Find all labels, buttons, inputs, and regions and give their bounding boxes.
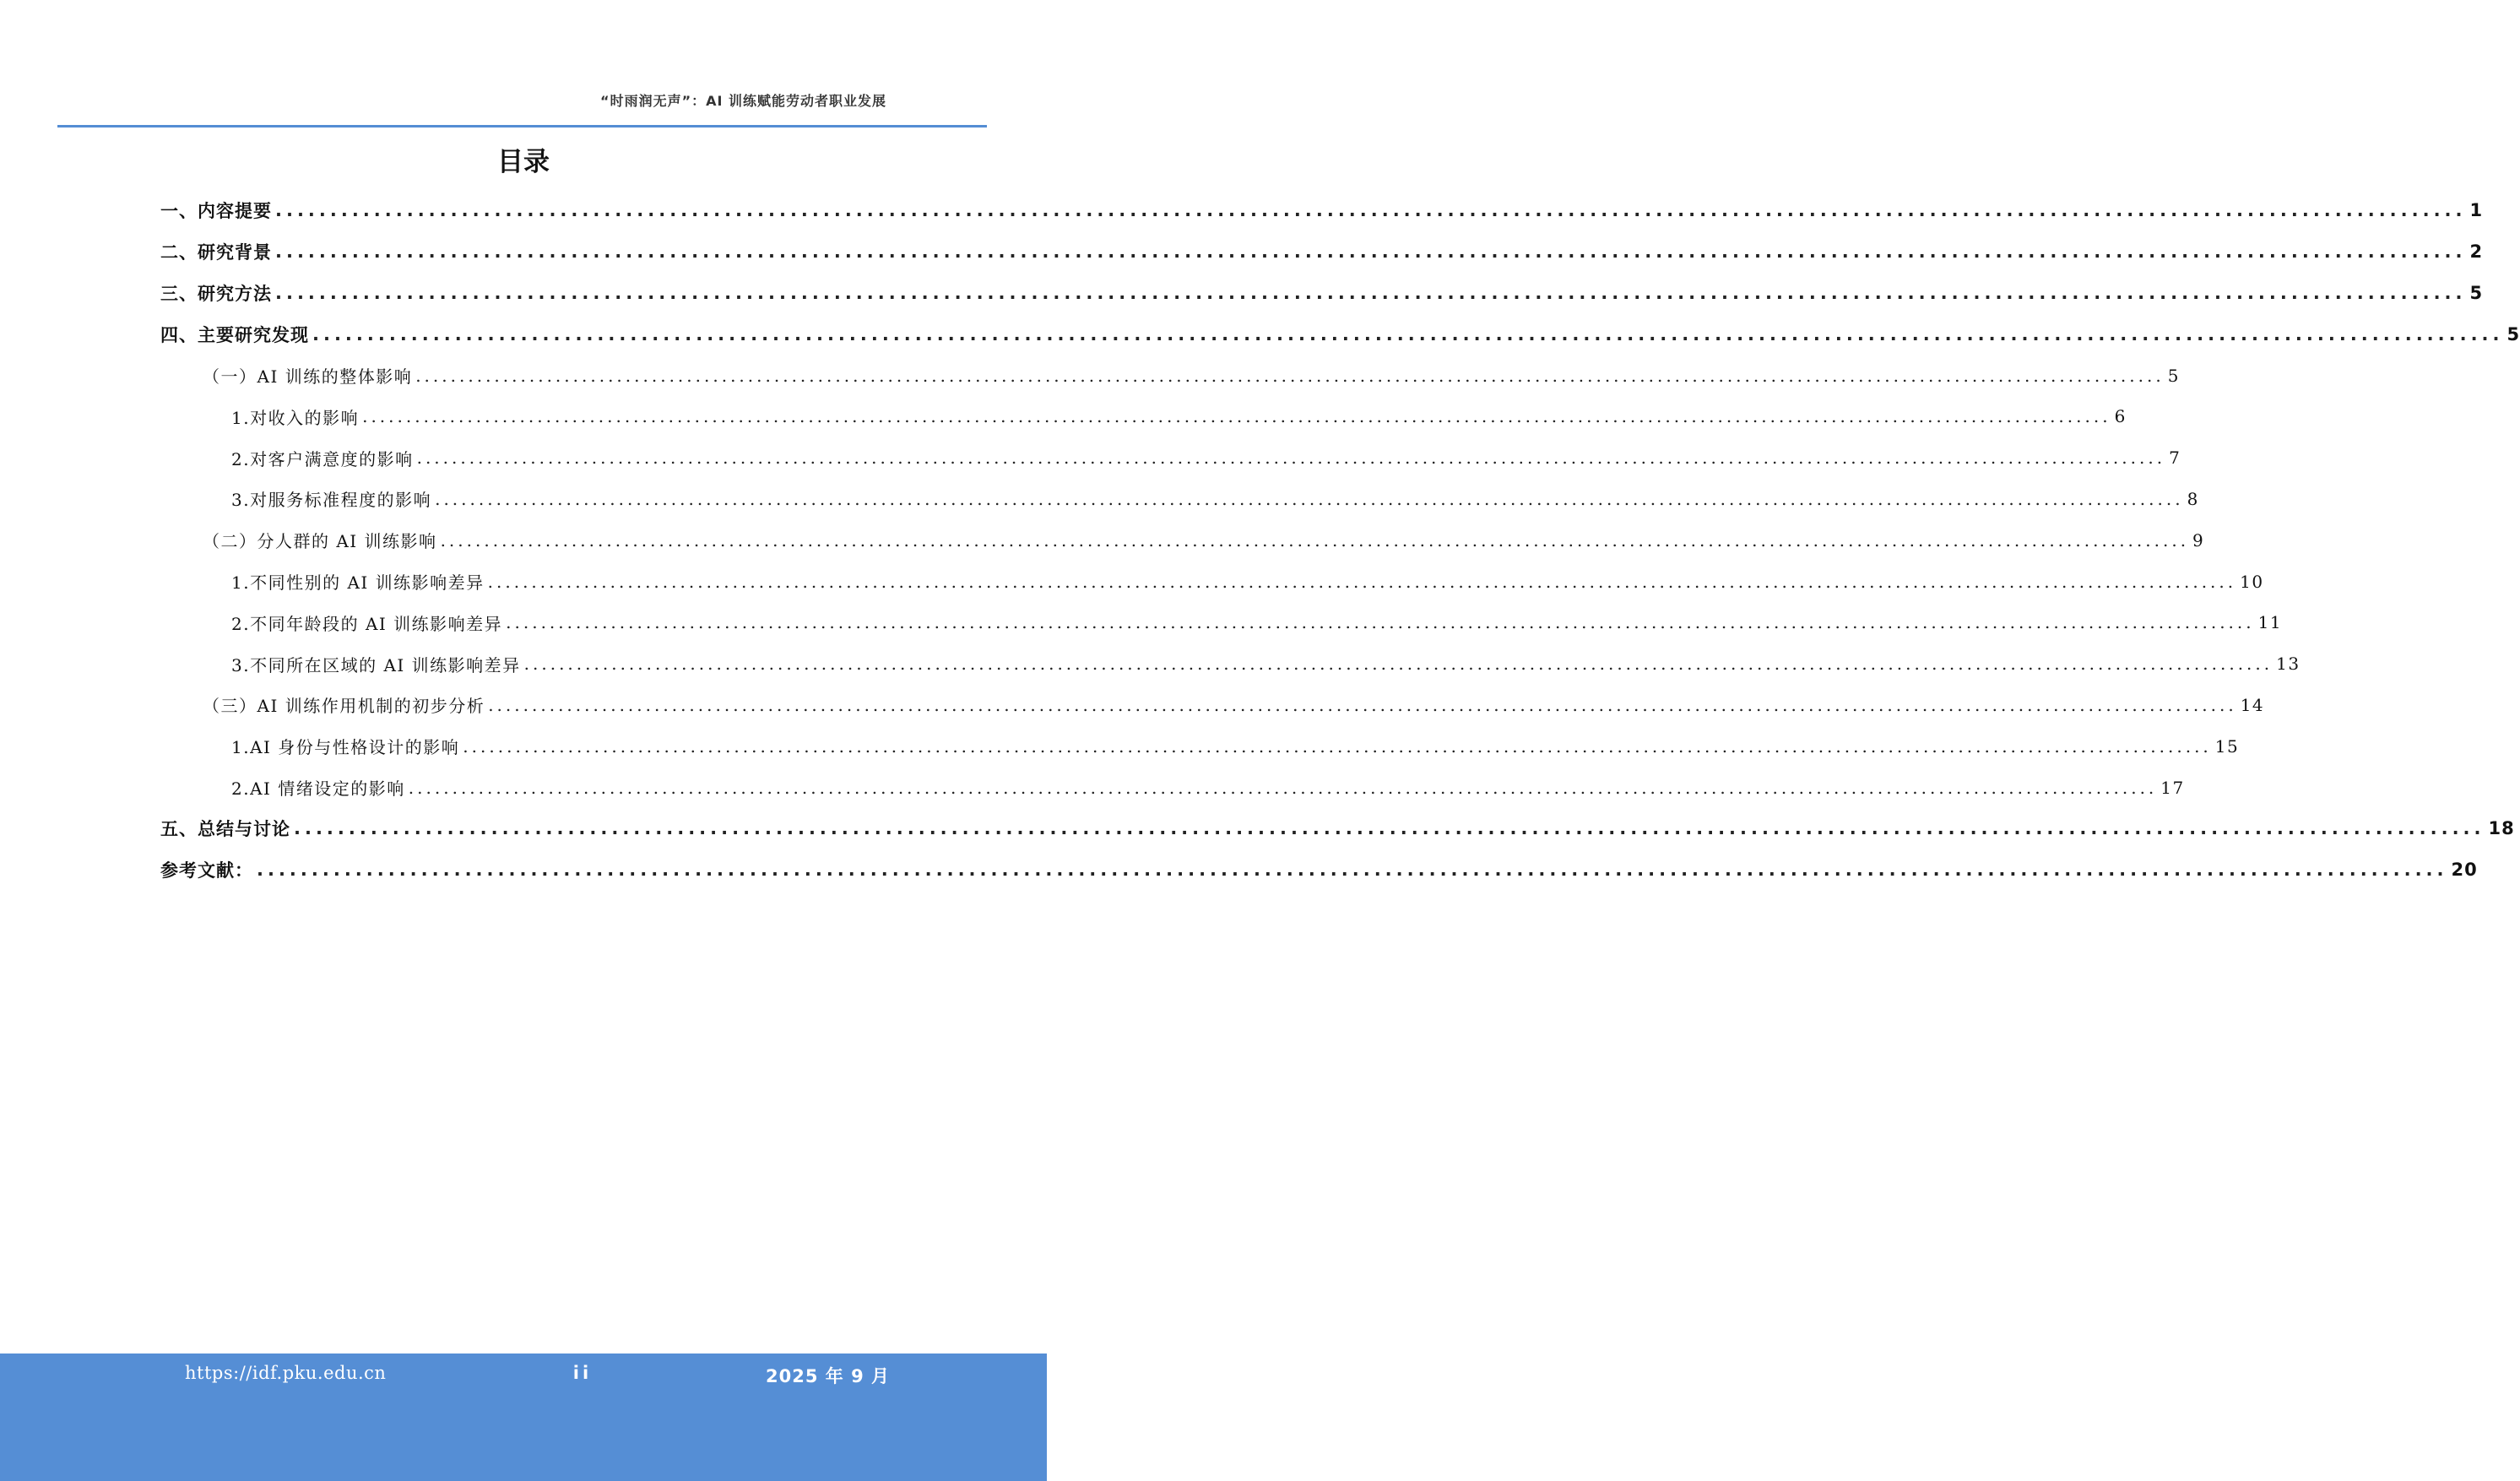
toc-entry[interactable] <box>160 808 2515 849</box>
toc-entry-page-number: 7 <box>2169 448 2181 469</box>
toc-title: 目录 <box>497 147 550 177</box>
toc-entry-label: 参考文献： <box>160 860 253 882</box>
toc-entry[interactable] <box>160 602 2283 643</box>
toc-entry-page-number: 15 <box>2214 735 2240 757</box>
toc-entry-page-number: 17 <box>2160 777 2185 798</box>
toc-entry[interactable] <box>160 231 2484 273</box>
toc-entry-page-number: 20 <box>2451 860 2478 881</box>
toc-entry-label: （二）分人群的 AI 训练影响 <box>203 531 437 552</box>
toc-dot-leader: ........................................................................................................................................................................................................ <box>415 365 2165 386</box>
toc-entry-label: 2.AI 情绪设定的影响 <box>231 778 405 800</box>
toc-entry[interactable] <box>160 685 2265 726</box>
toc-entry-label: 3.不同所在区域的 AI 训练影响差异 <box>231 654 521 675</box>
toc-entry-label: 1.不同性别的 AI 训练影响差异 <box>231 572 485 594</box>
toc-entry-label: 2.对客户满意度的影响 <box>231 448 414 469</box>
toc-entry-page-number: 8 <box>2187 488 2199 509</box>
toc-entry-label: 三、研究方法 <box>160 283 272 304</box>
toc-entry-page-number: 5 <box>2469 282 2484 303</box>
toc-entry-label: （一）AI 训练的整体影响 <box>203 366 413 388</box>
footer-date: 2025 年 9 月 <box>766 1366 890 1386</box>
toc-entry[interactable] <box>160 519 2205 561</box>
toc-entry-page-number: 9 <box>2192 529 2205 551</box>
toc-entry-page-number: 6 <box>2114 406 2127 427</box>
toc-entry-page-number: 18 <box>2488 818 2515 839</box>
toc-entry-label: 四、主要研究发现 <box>160 324 309 345</box>
toc-entry-page-number: 11 <box>2257 612 2283 633</box>
toc-dot-leader: ........................................................................................................................................................................................................ <box>523 654 2273 675</box>
toc-dot-leader: ........................................................................................................................................................................................................ <box>362 406 2111 427</box>
toc-entry-label: 1.AI 身份与性格设计的影响 <box>231 737 460 758</box>
toc-entry[interactable] <box>160 725 2240 767</box>
toc-entry[interactable] <box>160 355 2180 396</box>
footer-url-link[interactable]: https://idf.pku.edu.cn <box>185 1363 387 1383</box>
toc-entry[interactable] <box>160 437 2181 479</box>
toc-dot-leader: ........................................................................................................................................................................................................ <box>506 612 2255 633</box>
toc-entry-page-number: 1 <box>2469 200 2484 221</box>
footer-bar <box>0 1354 1047 1481</box>
toc-dot-leader: ........................................................................................................................................................................................................ <box>275 200 2467 221</box>
toc-dot-leader: ........................................................................................................................................................................................................ <box>275 282 2467 303</box>
toc-entry-label: 3.对服务标准程度的影响 <box>231 490 432 511</box>
toc-entry-page-number: 5 <box>2167 365 2180 386</box>
toc-dot-leader: ........................................................................................................................................................................................................ <box>312 323 2504 344</box>
toc-dot-leader: ........................................................................................................................................................................................................ <box>440 529 2190 551</box>
toc-entry[interactable] <box>160 273 2484 314</box>
toc-dot-leader: ........................................................................................................................................................................................................ <box>257 860 2448 881</box>
toc-entry-label: 二、研究背景 <box>160 242 272 263</box>
toc-entry-label: 五、总结与讨论 <box>160 819 290 840</box>
toc-entry-label: （三）AI 训练作用机制的初步分析 <box>203 696 485 717</box>
toc-entry-label: 1.对收入的影响 <box>231 407 360 428</box>
toc-dot-leader: ........................................................................................................................................................................................................ <box>435 488 2184 509</box>
toc-entry[interactable] <box>160 849 2478 891</box>
toc-dot-leader: ........................................................................................................................................................................................................ <box>463 735 2212 757</box>
toc-entry[interactable] <box>160 479 2199 520</box>
toc-dot-leader: ........................................................................................................................................................................................................ <box>416 448 2166 469</box>
footer-page-number: ii <box>572 1363 593 1383</box>
running-header-title: “时雨润无声”：AI 训练赋能劳动者职业发展 <box>600 93 886 109</box>
toc-entry-page-number: 14 <box>2240 694 2265 715</box>
toc-dot-leader: ........................................................................................................................................................................................................ <box>488 694 2237 715</box>
table-of-contents <box>160 190 2520 891</box>
toc-entry[interactable] <box>160 643 2301 685</box>
toc-entry[interactable] <box>160 396 2127 437</box>
toc-entry[interactable] <box>160 190 2484 231</box>
toc-entry-label: 一、内容提要 <box>160 201 272 222</box>
toc-dot-leader: ........................................................................................................................................................................................................ <box>294 818 2485 839</box>
header-divider <box>57 125 987 127</box>
toc-entry[interactable] <box>160 561 2264 602</box>
toc-dot-leader: ........................................................................................................................................................................................................ <box>487 571 2237 592</box>
toc-entry-page-number: 10 <box>2240 571 2264 592</box>
toc-entry-page-number: 5 <box>2506 323 2520 344</box>
toc-entry[interactable] <box>160 313 2520 355</box>
toc-entry-page-number: 13 <box>2276 654 2301 675</box>
toc-entry[interactable] <box>160 767 2185 808</box>
toc-dot-leader: ........................................................................................................................................................................................................ <box>408 777 2158 798</box>
toc-entry-page-number: 2 <box>2469 241 2484 263</box>
toc-entry-label: 2.不同年龄段的 AI 训练影响差异 <box>231 613 503 634</box>
toc-dot-leader: ........................................................................................................................................................................................................ <box>275 241 2467 263</box>
